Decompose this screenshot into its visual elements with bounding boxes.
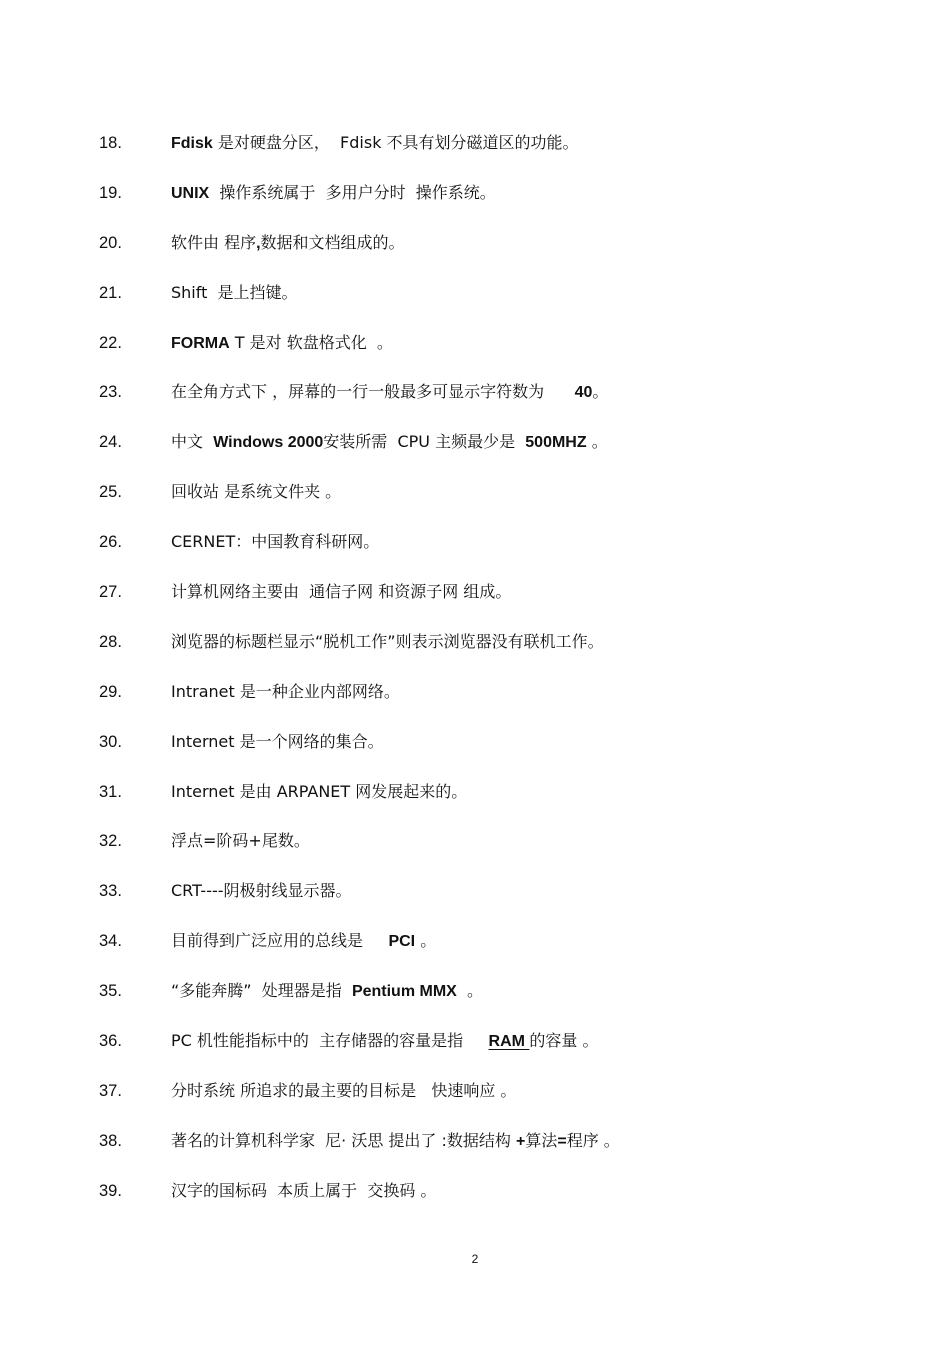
text-segment: 。 — [592, 382, 609, 402]
text-segment: 是对硬盘分区， Fdisk 不具有划分磁道区的功能。 — [212, 133, 579, 152]
item-text — [171, 178, 496, 209]
text-segment: 回收站 是系统文件夹 。 — [171, 482, 342, 502]
text-segment: 算法 — [525, 1130, 558, 1150]
list-item — [99, 826, 919, 876]
text-segment: Shift 是上挡键。 — [171, 282, 298, 302]
text-segment: T 是对 软盘格式化 。 — [229, 332, 393, 352]
item-number: 18. — [99, 134, 122, 152]
list-item — [99, 477, 919, 527]
item-number: 24. — [99, 433, 122, 452]
page-number: 2 — [471, 1252, 479, 1266]
list-item — [99, 926, 919, 976]
item-text — [171, 278, 298, 308]
item-number: 29. — [99, 682, 122, 701]
item-text — [171, 677, 400, 707]
bold-text: Windows 2000 — [213, 434, 324, 452]
text-segment: 操作系统属于 多用户分时 操作系统。 — [209, 182, 496, 202]
item-number: 26. — [99, 533, 122, 552]
text-segment: 目前得到广泛应用的总线是 — [171, 931, 389, 951]
item-number: 35. — [99, 982, 122, 1001]
item-number: 22. — [99, 333, 122, 352]
bold-text: = — [557, 1132, 567, 1150]
text-segment: 分时系统 所追求的最主要的目标是 快速响应 。 — [171, 1080, 517, 1100]
text-segment: 在全角方式下 ，屏幕的一行一般最多可显示字符数为 — [171, 382, 575, 402]
text-segment: Intranet 是一种企业内部网络。 — [171, 681, 400, 701]
item-text — [171, 1076, 516, 1106]
text-segment: 计算机网络主要由 通信子网 和资源子网 组成。 — [171, 582, 512, 602]
list-item — [99, 377, 919, 427]
list-item — [99, 1126, 919, 1176]
list-item — [99, 727, 919, 777]
text-segment: Internet 是一个网络的集合。 — [171, 731, 384, 751]
item-text — [171, 1126, 620, 1157]
item-text — [171, 427, 608, 458]
bold-text: Pentium MMX — [351, 983, 457, 1001]
list-item — [99, 1026, 919, 1076]
bold-text: + — [516, 1132, 526, 1150]
bold-text: PCI — [388, 933, 416, 951]
item-text — [171, 1026, 599, 1057]
text-segment: 程序 。 — [566, 1130, 620, 1150]
text-segment: 的容量 。 — [529, 1031, 599, 1051]
item-text — [171, 876, 352, 906]
text-segment: 数据和文档组成的。 — [260, 232, 405, 252]
bold-text: RAM — [488, 1033, 530, 1051]
item-text — [171, 1176, 436, 1206]
item-text — [171, 477, 341, 507]
item-number: 20. — [99, 233, 122, 252]
text-segment: CERNET：中国教育科研网。 — [171, 532, 380, 552]
text-segment: 中文 — [171, 432, 214, 452]
list-item — [99, 1176, 919, 1226]
bold-text: Fdisk — [171, 135, 213, 152]
list-item — [99, 178, 919, 228]
list-item — [99, 677, 919, 727]
text-segment: PC 机性能指标中的 主存储器的容量是指 — [171, 1031, 489, 1051]
item-number: 36. — [99, 1032, 122, 1051]
text-segment: Internet 是由 ARPANET 网发展起来的。 — [171, 781, 468, 801]
bold-text: UNIX — [171, 184, 210, 202]
text-segment: 。 — [456, 981, 484, 1001]
item-number: 21. — [99, 283, 122, 302]
item-text — [171, 527, 379, 557]
item-text — [171, 976, 483, 1007]
text-segment: “多能奔腾” 处理器是指 — [171, 981, 352, 1001]
item-text — [171, 228, 405, 259]
list-item — [99, 577, 919, 627]
item-number: 27. — [99, 583, 122, 602]
item-list — [99, 128, 919, 1226]
list-item — [99, 328, 919, 378]
item-number: 28. — [99, 632, 122, 651]
list-item — [99, 1076, 919, 1126]
text-segment: 安装所需 CPU 主频最少是 — [323, 432, 526, 452]
item-text — [171, 926, 436, 957]
item-text — [171, 377, 608, 408]
list-item — [99, 627, 919, 677]
text-segment: 著名的计算机科学家 尼· 沃思 提出了 :数据结构 — [171, 1130, 516, 1150]
item-number: 19. — [99, 183, 122, 202]
item-text — [171, 777, 467, 807]
item-number: 32. — [99, 832, 122, 851]
text-segment: 软件由 程序 — [171, 232, 257, 252]
item-number: 34. — [99, 932, 122, 951]
list-item — [99, 976, 919, 1026]
list-item — [99, 228, 919, 278]
item-text — [171, 826, 310, 856]
text-segment: 。 — [586, 432, 608, 452]
item-text — [171, 128, 579, 159]
text-segment: 浮点=阶码+尾数。 — [171, 831, 310, 851]
list-item — [99, 278, 919, 328]
item-text — [171, 727, 384, 757]
list-item — [99, 876, 919, 926]
item-number: 33. — [99, 882, 122, 901]
text-segment: 浏览器的标题栏显示“脱机工作”则表示浏览器没有联机工作。 — [171, 631, 604, 651]
item-number: 39. — [99, 1181, 122, 1200]
bold-text: 500MHZ — [525, 434, 587, 452]
text-segment: 。 — [415, 931, 437, 951]
item-text — [171, 328, 393, 359]
item-text — [171, 577, 511, 607]
item-number: 30. — [99, 732, 122, 751]
item-number: 25. — [99, 483, 122, 502]
item-number: 23. — [99, 383, 122, 402]
list-item — [99, 777, 919, 827]
bold-text: 40 — [574, 384, 593, 402]
text-segment: CRT----阴极射线显示器。 — [171, 881, 352, 901]
bold-text: FORMA — [171, 334, 230, 352]
item-number: 37. — [99, 1081, 122, 1100]
bold-text: , — [256, 234, 261, 252]
item-number: 31. — [99, 782, 122, 801]
item-number: 38. — [99, 1131, 122, 1150]
list-item — [99, 128, 919, 178]
item-text — [171, 627, 604, 657]
list-item — [99, 527, 919, 577]
list-item — [99, 427, 919, 477]
text-segment: 汉字的国标码 本质上属于 交换码 。 — [171, 1180, 437, 1200]
